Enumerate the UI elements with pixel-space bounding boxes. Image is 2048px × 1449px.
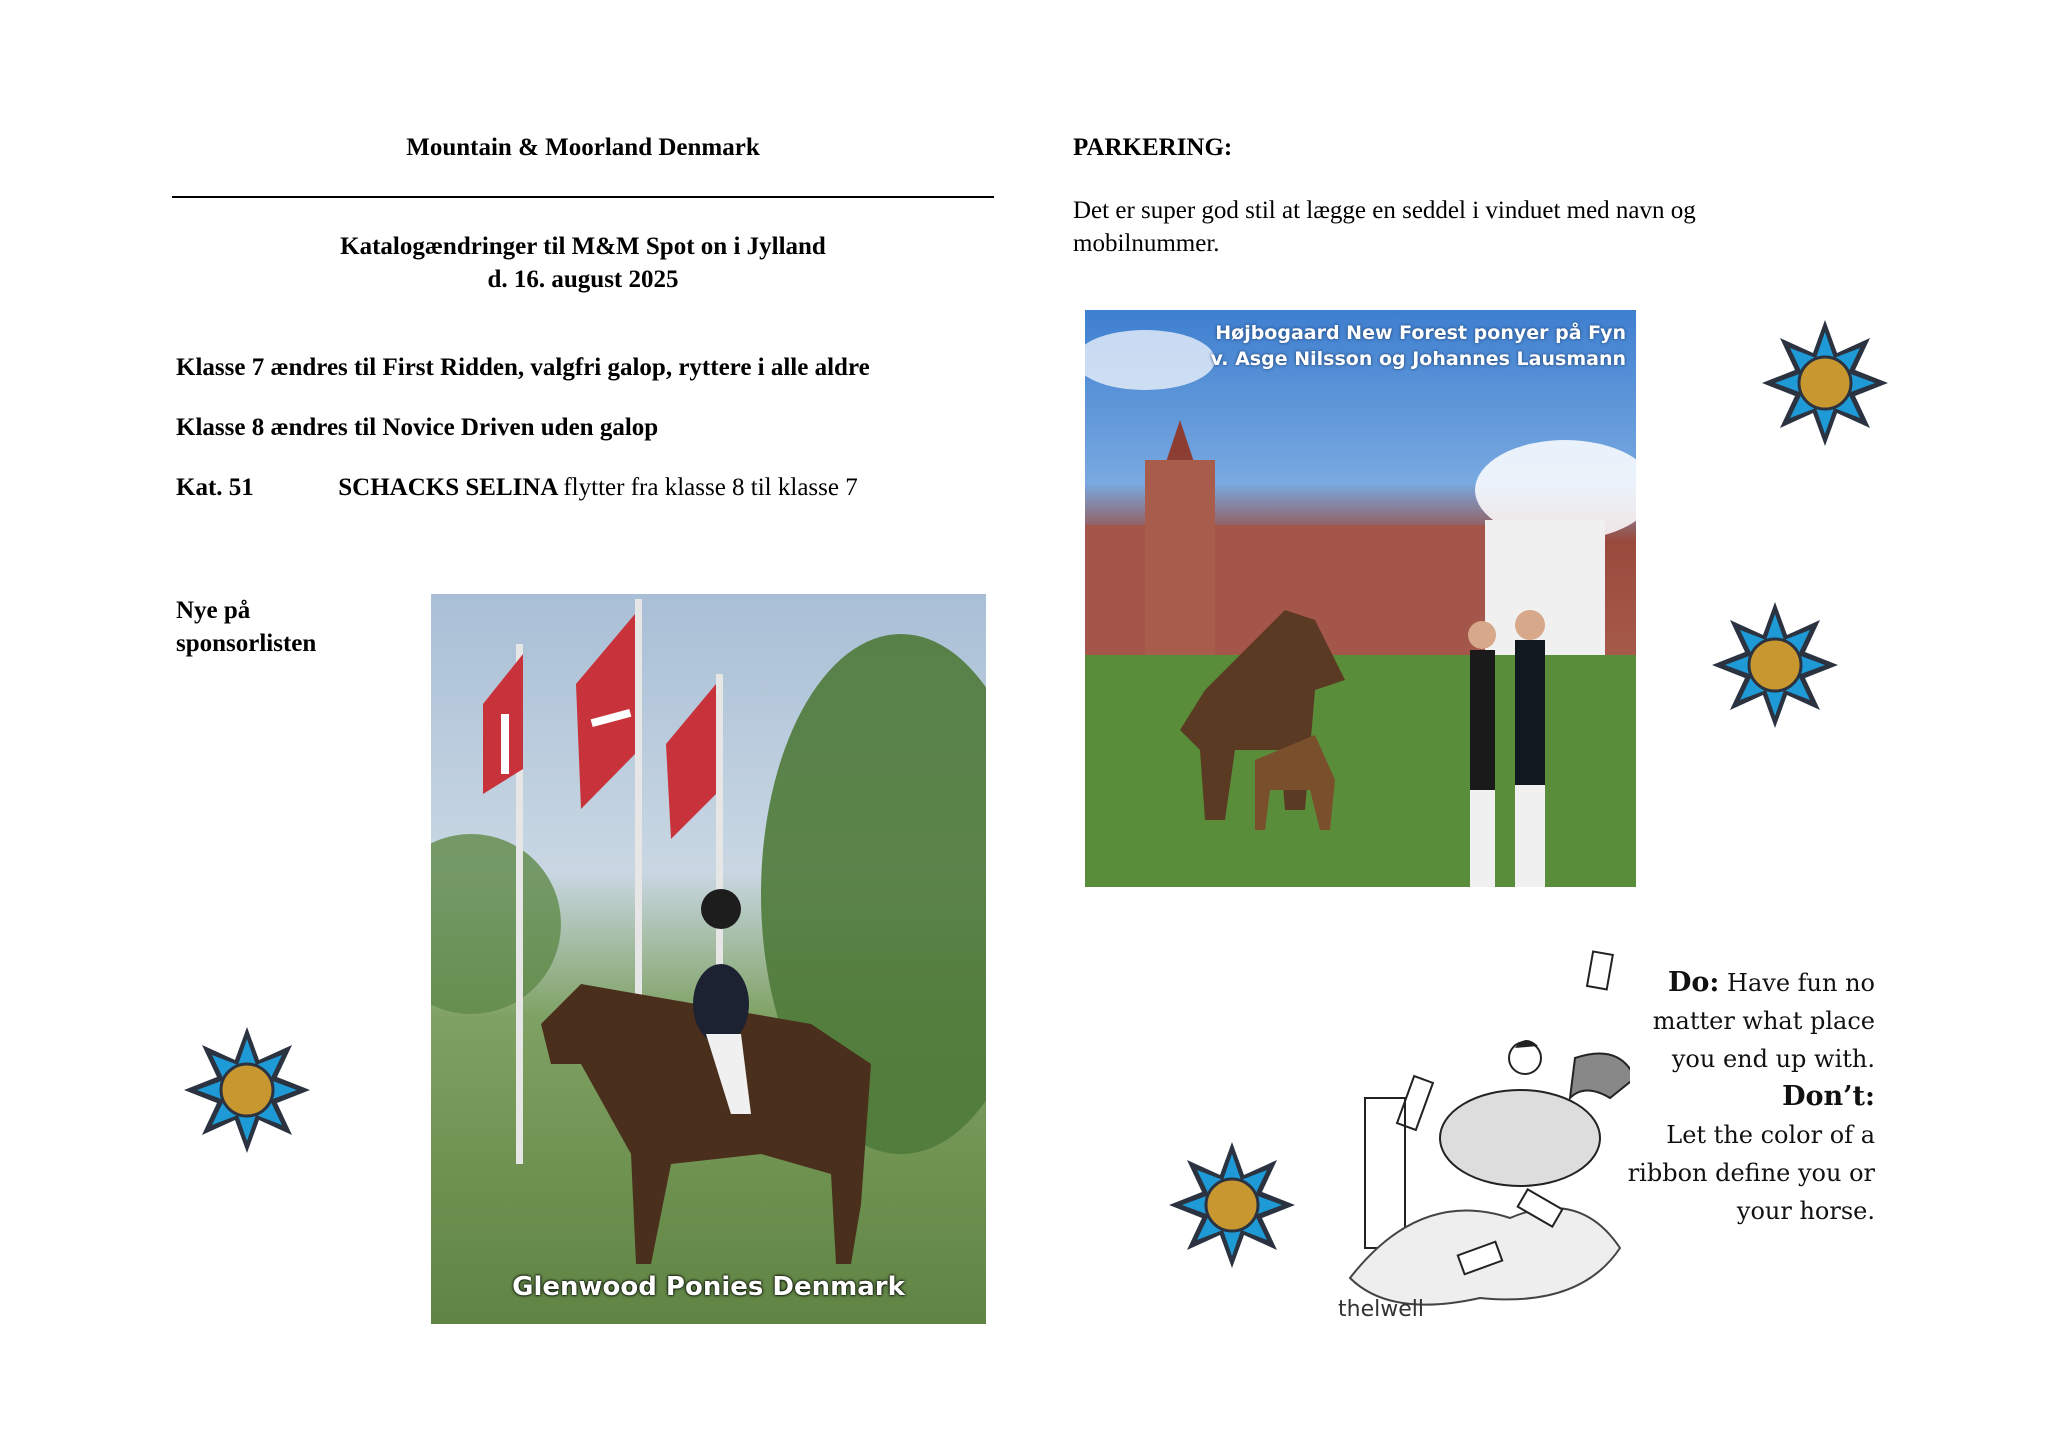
document-subtitle	[172, 230, 994, 296]
parking-heading: PARKERING:	[1073, 134, 1233, 161]
subtitle-line-2: d. 16. august 2025	[487, 266, 679, 293]
rosette-badge-icon	[1760, 318, 1890, 448]
hojbogaard-photo	[1085, 310, 1636, 887]
quote-do	[1617, 964, 1875, 1078]
change-klasse-7: Klasse 7 ændres til First Ridden, valgfri galop, ryttere i alle aldre	[176, 354, 870, 381]
rosette-badge-icon	[182, 1025, 312, 1155]
sponsor-heading-line-2: sponsorlisten	[176, 630, 317, 657]
glenwood-photo-illustration	[431, 594, 986, 1324]
thelwell-cartoon	[1330, 948, 1881, 1338]
change-kat-51	[176, 474, 858, 502]
parking-text: Det er super god stil at lægge en seddel i vinduet med navn og mobilnummer.	[1073, 197, 1696, 257]
glenwood-caption: Glenwood Ponies Denmark	[512, 1272, 905, 1302]
rosette-badge-icon	[1167, 1140, 1297, 1270]
change-klasse-8: Klasse 8 ændres til Novice Driven uden galop	[176, 414, 659, 441]
hojbogaard-caption-line-2: v. Asge Nilsson og Johannes Lausmann	[1210, 348, 1626, 370]
quote-do-label: Do:	[1668, 967, 1720, 998]
cartoon-signature: thelwell	[1338, 1297, 1424, 1322]
title-divider	[172, 196, 994, 198]
cartoon-drawing	[1330, 948, 1630, 1338]
sponsor-heading	[176, 594, 316, 660]
kat-label: Kat. 51	[176, 474, 254, 501]
hojbogaard-caption	[1210, 320, 1626, 372]
quote-do-text: Have fun no matter what place you end up with.	[1652, 969, 1875, 1073]
rosette-badge-icon	[1710, 600, 1840, 730]
quote-dont	[1617, 1078, 1875, 1230]
glenwood-photo	[431, 594, 986, 1324]
hojbogaard-photo-illustration	[1085, 310, 1636, 887]
sponsor-heading-line-1: Nye på	[176, 597, 251, 624]
cartoon-quote	[1617, 964, 1875, 1230]
subtitle-line-1: Katalogændringer til M&M Spot on i Jylland	[340, 233, 826, 260]
kat-change-text: flytter fra klasse 8 til klasse 7	[563, 474, 858, 501]
quote-dont-label: Don’t:	[1782, 1081, 1875, 1112]
hojbogaard-caption-line-1: Højbogaard New Forest ponyer på Fyn	[1215, 322, 1626, 344]
quote-dont-text: Let the color of a ribbon define you or your horse.	[1627, 1121, 1875, 1225]
document-title: Mountain & Moorland Denmark	[406, 134, 760, 161]
kat-horse-name: SCHACKS SELINA	[338, 474, 558, 501]
